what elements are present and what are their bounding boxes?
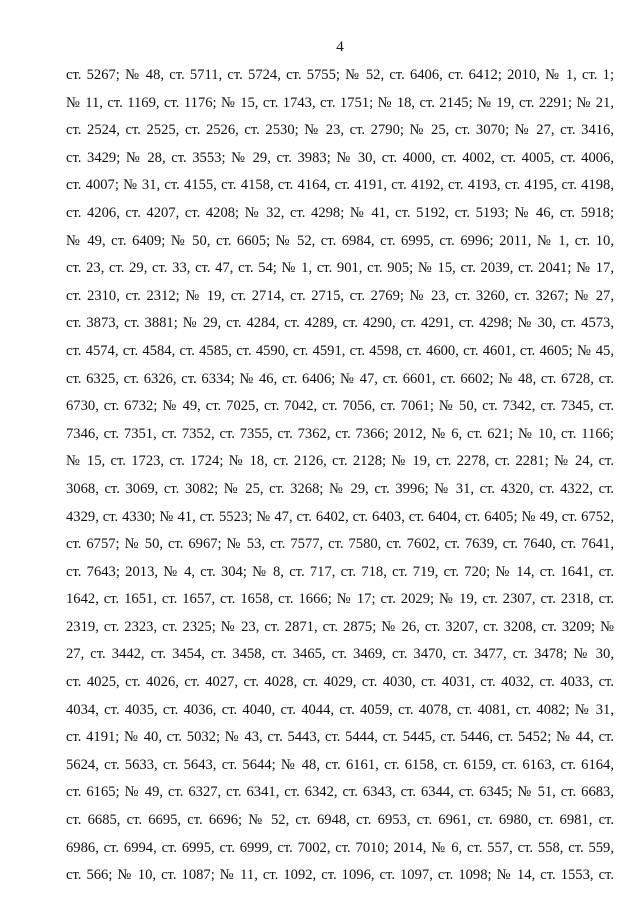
text-line: 6986, ст. 6994, ст. 6995, ст. 6999, ст. 7002, ст. 7010; 2014, № 6, ст. 557, ст. 558, ст. 559, [66,839,614,856]
text-line: ст. 6685, ст. 6695, ст. 6696; № 52, ст. 6948, ст. 6953, ст. 6961, ст. 6980, ст. 6981, ст. [66,812,614,829]
document-body [66,62,614,890]
text-line: ст. 3429; № 28, ст. 3553; № 29, ст. 3983; № 30, ст. 4000, ст. 4002, ст. 4005, ст. 4006, [66,149,614,166]
text-line: ст. 566; № 10, ст. 1087; № 11, ст. 1092, ст. 1096, ст. 1097, ст. 1098; № 14, ст. 1553, ст. [66,867,614,884]
text-line: № 49, ст. 6409; № 50, ст. 6605; № 52, ст. 6984, ст. 6995, ст. 6996; 2011, № 1, ст. 10, [66,232,614,249]
text-line: 6730, ст. 6732; № 49, ст. 7025, ст. 7042, ст. 7056, ст. 7061; № 50, ст. 7342, ст. 7345, ст. [66,398,614,415]
text-line: ст. 4025, ст. 4026, ст. 4027, ст. 4028, ст. 4029, ст. 4030, ст. 4031, ст. 4032, ст. 4033, ст. [66,674,614,691]
text-line: 1642, ст. 1651, ст. 1657, ст. 1658, ст. 1666; № 17; ст. 2029; № 19, ст. 2307, ст. 2318, ст. [66,591,614,608]
text-line: ст. 2310, ст. 2312; № 19, ст. 2714, ст. 2715, ст. 2769; № 23, ст. 3260, ст. 3267; № 27, [66,287,614,304]
text-line: 5624, ст. 5633, ст. 5643, ст. 5644; № 48, ст. 6161, ст. 6158, ст. 6159, ст. 6163, ст. 6164, [66,756,614,773]
text-line: ст. 5267; № 48, ст. 5711, ст. 5724, ст. 5755; № 52, ст. 6406, ст. 6412; 2010, № 1, ст. 1; [66,67,614,83]
text-line: ст. 7643; 2013, № 4, ст. 304; № 8, ст. 717, ст. 718, ст. 719, ст. 720; № 14, ст. 1641, ст. [66,563,614,580]
text-line: ст. 4574, ст. 4584, ст. 4585, ст. 4590, ст. 4591, ст. 4598, ст. 4600, ст. 4601, ст. 4605; № 45, [66,342,614,359]
text-line: ст. 4206, ст. 4207, ст. 4208; № 32, ст. 4298; № 41, ст. 5192, ст. 5193; № 46, ст. 5918; [66,204,614,221]
text-line: ст. 3873, ст. 3881; № 29, ст. 4284, ст. 4289, ст. 4290, ст. 4291, ст. 4298; № 30, ст. 4573, [66,315,614,332]
text-line: 4034, ст. 4035, ст. 4036, ст. 4040, ст. 4044, ст. 4059, ст. 4078, ст. 4081, ст. 4082; № 31, [66,701,614,718]
text-line: ст. 4191; № 40, ст. 5032; № 43, ст. 5443, ст. 5444, ст. 5445, ст. 5446, ст. 5452; № 44, ст. [66,729,614,746]
text-line: № 11, ст. 1169, ст. 1176; № 15, ст. 1743, ст. 1751; № 18, ст. 2145; № 19, ст. 2291; № 21, [66,94,614,111]
text-line: ст. 6165; № 49, ст. 6327, ст. 6341, ст. 6342, ст. 6343, ст. 6344, ст. 6345; № 51, ст. 6683, [66,784,614,801]
text-line: 3068, ст. 3069, ст. 3082; № 25, ст. 3268; № 29, ст. 3996; № 31, ст. 4320, ст. 4322, ст. [66,480,614,497]
text-line: ст. 6325, ст. 6326, ст. 6334; № 46, ст. 6406; № 47, ст. 6601, ст. 6602; № 48, ст. 6728, ст. [66,370,614,387]
text-line: ст. 23, ст. 29, ст. 33, ст. 47, ст. 54; № 1, ст. 901, ст. 905; № 15, ст. 2039, ст. 2041; № 17, [66,260,614,277]
page-number: 4 [336,39,344,55]
text-line: № 15, ст. 1723, ст. 1724; № 18, ст. 2126, ст. 2128; № 19, ст. 2278, ст. 2281; № 24, ст. [66,453,614,470]
text-line: 2319, ст. 2323, ст. 2325; № 23, ст. 2871, ст. 2875; № 26, ст. 3207, ст. 3208, ст. 3209; № [66,618,614,635]
text-line: 27, ст. 3442, ст. 3454, ст. 3458, ст. 3465, ст. 3469, ст. 3470, ст. 3477, ст. 3478; № 30, [66,646,614,663]
text-line: ст. 4007; № 31, ст. 4155, ст. 4158, ст. 4164, ст. 4191, ст. 4192, ст. 4193, ст. 4195, ст. 4198, [66,177,614,194]
text-line: 7346, ст. 7351, ст. 7352, ст. 7355, ст. 7362, ст. 7366; 2012, № 6, ст. 621; № 10, ст. 1166; [66,425,614,442]
text-line: ст. 2524, ст. 2525, ст. 2526, ст. 2530; № 23, ст. 2790; № 25, ст. 3070; № 27, ст. 3416, [66,122,614,139]
text-line: 4329, ст. 4330; № 41, ст. 5523; № 47, ст. 6402, ст. 6403, ст. 6404, ст. 6405; № 49, ст. 6752, [66,508,614,525]
text-line: ст. 6757; № 50, ст. 6967; № 53, ст. 7577, ст. 7580, ст. 7602, ст. 7639, ст. 7640, ст. 7641, [66,536,614,553]
